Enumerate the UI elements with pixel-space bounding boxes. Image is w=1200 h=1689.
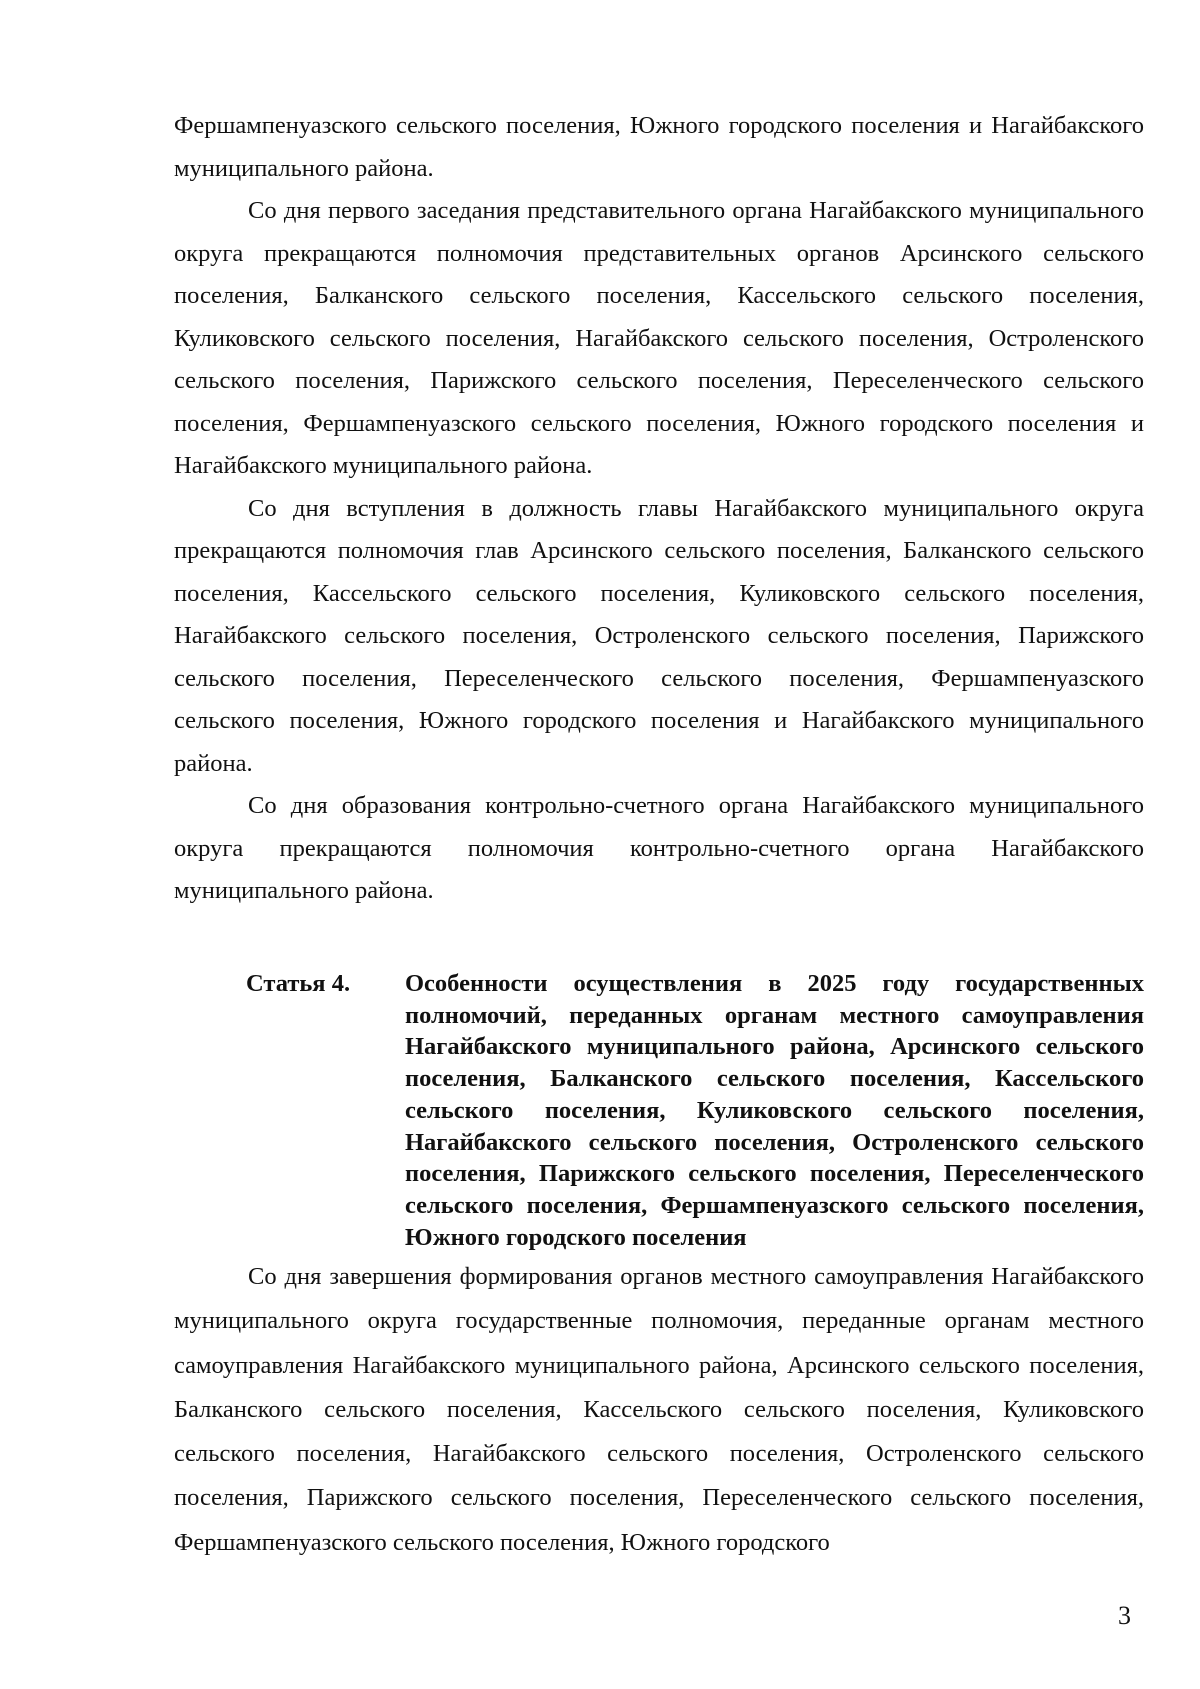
article-number: Статья 4. xyxy=(246,970,351,997)
paragraph-audit-body: Со дня образования контрольно-счетного органа Нагайбакского муниципального округа прекращаются полномочия контрольно-счетного органа Нагайбакского муниципального района. xyxy=(174,792,1144,904)
paragraph-head-office: Со дня вступления в должность главы Нагайбакского муниципального округа прекращаются полномочия глав Арсинского сельского поселения, Балканского сельского поселения, Кассельского сельского поселения, Куликовского сельского поселения, Нагайбакского сельского поселения, Остроленского сельского поселения, Парижского сельского поселения, Переселенческого сельского поселения, Фершампенуазского сельского поселения, Южного городского поселения и Нагайбакского муниципального района. xyxy=(174,494,1144,777)
page-number: 3 xyxy=(1118,1601,1131,1630)
top-text-block xyxy=(174,105,1144,913)
article-heading xyxy=(174,968,1144,1253)
paragraph-representative-body: Со дня первого заседания представительного органа Нагайбакского муниципального округа прекращаются полномочия представительных органов Арсинского сельского поселения, Балканского сельского поселения, Кассельского сельского поселения, Куликовского сельского поселения, Нагайбакского сельского поселения, Остроленского сельского поселения, Парижского сельского поселения, Переселенческого сельского поселения, Фершампенуазского сельского поселения, Южного городского поселения и Нагайбакского муниципального района. xyxy=(174,197,1144,479)
bottom-text-block xyxy=(174,1255,1144,1565)
article-title: Особенности осуществления в 2025 году государственных полномочий, переданных органам местного самоуправления Нагайбакского муниципального района, Арсинского сельского поселения, Балканского сельского поселения, Кассельского сельского поселения, Куликовского сельского поселения, Нагайбакского сельского поселения, Остроленского сельского поселения, Парижского сельского поселения, Переселенческого сельского поселения, Фершампенуазского сельского поселения, Южного городского поселения xyxy=(405,970,1144,1251)
paragraph-continuation: Фершампенуазского сельского поселения, Южного городского поселения и Нагайбакского муниципального района. xyxy=(174,112,1144,182)
paragraph-state-powers: Со дня завершения формирования органов местного самоуправления Нагайбакского муниципального округа государственные полномочия, переданные органам местного самоуправления Нагайбакского муниципального района, Арсинского сельского поселения, Балканского сельского поселения, Кассельского сельского поселения, Куликовского сельского поселения, Нагайбакского сельского поселения, Остроленского сельского поселения, Парижского сельского поселения, Переселенческого сельского поселения, Фершампенуазского сельского поселения, Южного городского xyxy=(174,1263,1144,1556)
